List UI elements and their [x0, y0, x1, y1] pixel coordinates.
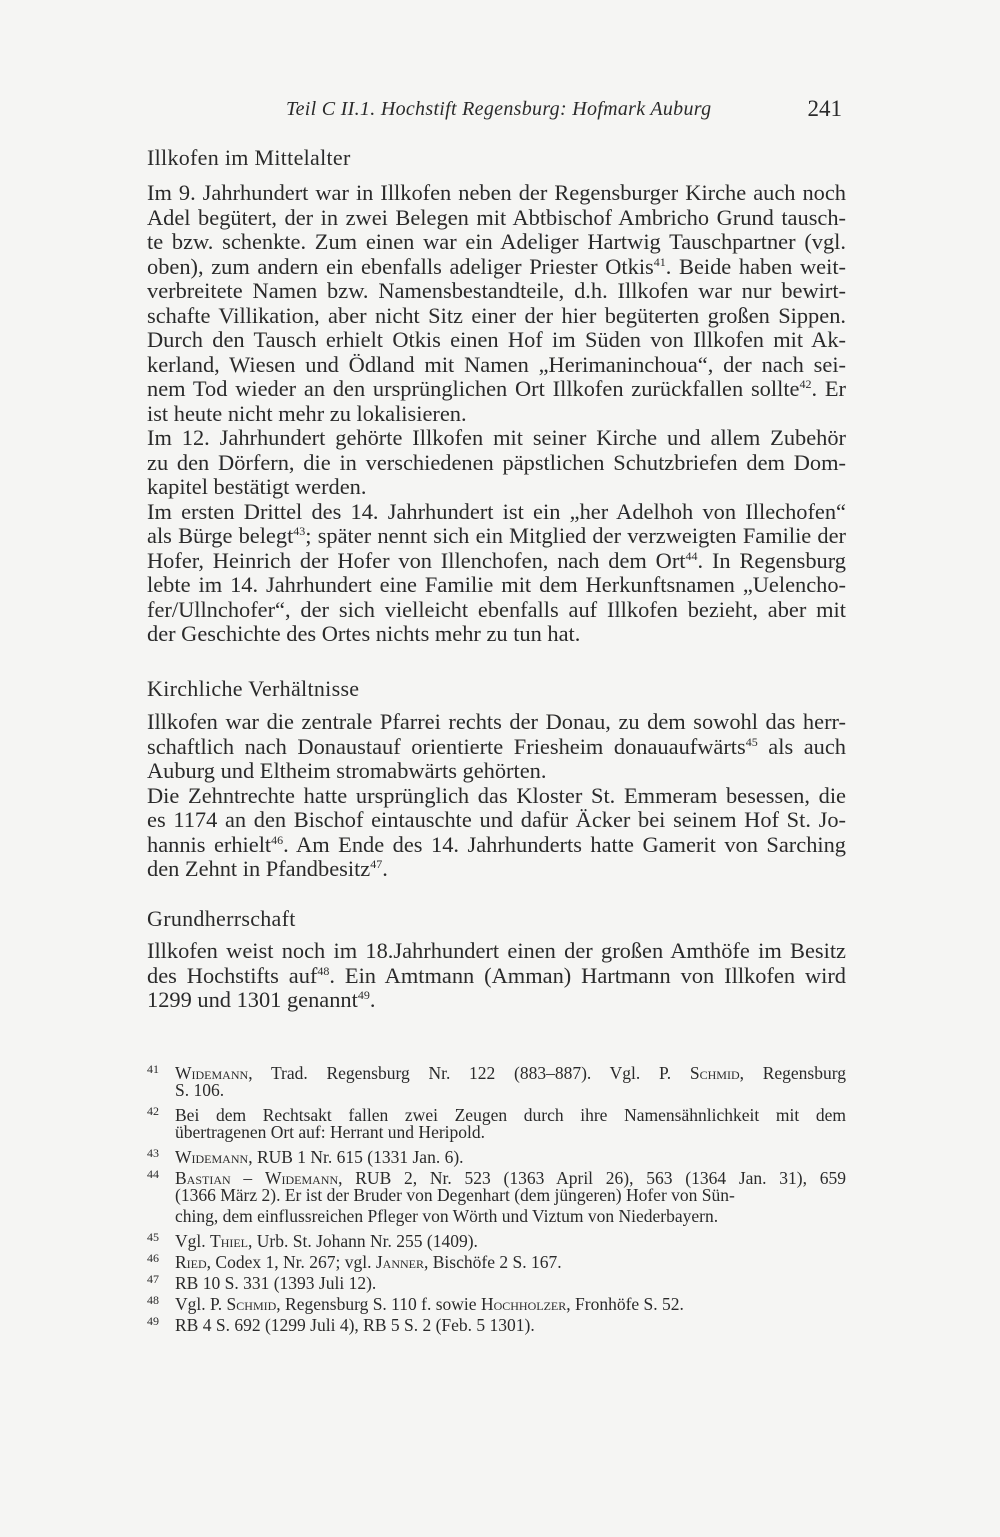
- text-line: Im 9. Jahrhundert war in Illkofen neben der Regensburger Kirche auch noch: [147, 180, 846, 205]
- text-line: der Geschichte des Ortes nichts mehr zu tun hat.: [147, 621, 581, 646]
- text-line: oben), zum andern ein ebenfalls adeliger Priester Otkis$^{41}$. Beide haben weit-: [147, 253, 846, 279]
- text-line: kerland, Wiesen und Ödland mit Namen „Herimaninchoua“, der nach sei-: [147, 351, 846, 377]
- text-line: kapitel bestätigt werden.: [147, 474, 367, 499]
- section-title-illkofen-mittelalter: Illkofen im Mittelalter: [147, 145, 351, 170]
- text-line: verbreitete Namen bzw. Namensbestandteile, d.h. Illkofen war nur bewirt-: [147, 278, 846, 303]
- author-name: Bastian: [175, 1168, 231, 1188]
- footnote-ref: 48: [317, 963, 330, 978]
- running-title: Teil C II.1. Hochstift Regensburg: Hofmark Auburg: [286, 98, 712, 120]
- text-line: Adel begütert, der in zwei Belegen mit Abtbischof Ambricho Grund tausch-: [147, 204, 846, 230]
- footnote-text: (1366 März 2). Er ist der Bruder von Degenhart (dem jüngeren) Hofer von Sün-: [175, 1185, 735, 1205]
- footnote-ref: 41: [653, 254, 666, 269]
- footnote-ref: 47: [370, 857, 383, 871]
- text-line: schaftlich nach Donaustauf orientierte Friesheim donauaufwärts$^{45}$ als auch: [147, 733, 846, 759]
- footnote-number: 46: [147, 1251, 159, 1265]
- text-line: Hofer, Heinrich der Hofer von Illenchofen, nach dem Ort$^{44}$. In Regensburg: [147, 547, 846, 573]
- author-name: Janner: [375, 1252, 424, 1272]
- text-line: es 1174 an den Bischof eintauschte und dafür Äcker bei seinem Hof St. Jo-: [147, 807, 846, 832]
- footnote-text: Vgl. P. Schmid, Regensburg S. 110 f. sowie Hochholzer, Fronhöfe S. 52.: [175, 1294, 684, 1314]
- text-line: Die Zehntrechte hatte ursprünglich das Kloster St. Emmeram besessen, die: [147, 782, 846, 808]
- section-title-kirchliche-verhaeltnisse: Kirchliche Verhältnisse: [147, 676, 360, 701]
- footnote-number: 49: [147, 1314, 159, 1328]
- footnote-43: [147, 1143, 846, 1167]
- footnote-number: 44: [147, 1167, 159, 1181]
- footnote-text: RB 10 S. 331 (1393 Juli 12).: [175, 1273, 377, 1293]
- text-line: te bzw. schenkte. Zum einen war ein Adeliger Hartwig Tauschpartner (vgl.: [147, 229, 846, 254]
- author-name: Schmid: [689, 1063, 740, 1083]
- footnote-ref: 43: [293, 524, 306, 538]
- footnote-text: RB 4 S. 692 (1299 Juli 4), RB 5 S. 2 (Feb. 5 1301).: [175, 1315, 535, 1335]
- section-title-grundherrschaft: Grundherrschaft: [147, 906, 296, 931]
- author-name: Ried: [175, 1252, 207, 1272]
- footnote-ref: 44: [685, 548, 698, 563]
- footnote-ref: 42: [799, 377, 812, 391]
- text-line: Illkofen weist noch im 18.Jahrhundert einen der großen Amthöfe im Besitz: [147, 938, 846, 963]
- footnote-41: [147, 1059, 846, 1101]
- footnote-number: 47: [147, 1272, 159, 1286]
- footnote-text: Ried, Codex 1, Nr. 267; vgl. Janner, Bischöfe 2 S. 167.: [175, 1252, 562, 1272]
- text-line: Durch den Tausch erhielt Otkis einen Hof im Süden von Illkofen mit Ak-: [147, 327, 846, 352]
- text-line: 1299 und 1301 genannt$^{49}$.: [147, 987, 376, 1012]
- running-header: [286, 98, 846, 128]
- text-line: nem Tod wieder an den ursprünglichen Ort Illkofen zurückfallen sollte$^{42}$. Er: [147, 376, 846, 401]
- text-line: hannis erhielt$^{46}$. Am Ende des 14. Jahrhunderts hatte Gamerit von Sarching: [147, 831, 847, 857]
- author-name: Widemann: [264, 1168, 339, 1188]
- footnote-number: 41: [147, 1062, 159, 1076]
- author-name: Hochholzer: [480, 1294, 567, 1314]
- footnote-49: [147, 1311, 846, 1335]
- footnote-text: Bastian – Widemann, RUB 2, Nr. 523 (1363 April 26), 563 (1364 Jan. 31), 659: [175, 1168, 846, 1188]
- text-line: als Bürge belegt$^{43}$; später nennt sich ein Mitglied der verzweigten Familie der: [147, 523, 847, 548]
- author-name: Widemann: [175, 1063, 249, 1083]
- text-line: Illkofen war die zentrale Pfarrei rechts der Donau, zu dem sowohl das herr-: [147, 709, 846, 734]
- footnote-42: [147, 1101, 846, 1143]
- footnote-text: S. 106.: [175, 1080, 225, 1100]
- footnote-text: Vgl. Thiel, Urb. St. Johann Nr. 255 (1409).: [175, 1231, 478, 1251]
- footnote-text: Widemann, Trad. Regensburg Nr. 122 (883–887). Vgl. P. Schmid, Regensburg: [175, 1063, 847, 1083]
- footnote-ref: 45: [745, 734, 758, 749]
- text-line: zu den Dörfern, die in verschiedenen päpstlichen Schutzbriefen dem Dom-: [147, 449, 846, 475]
- page-number: 241: [807, 96, 842, 121]
- author-name: Widemann: [175, 1147, 249, 1167]
- footnote-text: ching, dem einflussreichen Pfleger von Wörth und Viztum von Niederbayern.: [175, 1206, 719, 1226]
- footnote-number: 45: [147, 1230, 159, 1244]
- text-line: fer/Ullnchofer“, der sich vielleicht ebenfalls auf Illkofen bezieht, aber mit: [147, 596, 846, 622]
- text-line: Auburg und Eltheim stromabwärts gehörten.: [147, 758, 547, 783]
- text-line: lebte im 14. Jahrhundert eine Familie mit dem Herkunftsnamen „Uelencho-: [147, 572, 846, 597]
- section-body-grundherrschaft: [147, 939, 846, 1013]
- footnote-number: 48: [147, 1293, 159, 1307]
- text-line: Im 12. Jahrhundert gehörte Illkofen mit seiner Kirche und allem Zubehör: [147, 425, 846, 450]
- footnote-47: [147, 1269, 846, 1293]
- footnote-number: 43: [147, 1146, 159, 1160]
- footnote-text: übertragenen Ort auf: Herrant und Heripold.: [175, 1122, 486, 1142]
- footnote-44: [147, 1164, 846, 1227]
- footnote-48: [147, 1290, 846, 1314]
- section-body-illkofen-mittelalter: [147, 181, 846, 647]
- footnote-ref: 49: [357, 988, 370, 1002]
- footnote-46: [147, 1248, 846, 1272]
- text-line: schafte Villikation, aber nicht Sitz einer der hier begüterten großen Sippen.: [147, 302, 846, 328]
- text-line: den Zehnt in Pfandbesitz$^{47}$.: [147, 856, 388, 881]
- footnote-text: Bei dem Rechtsakt fallen zwei Zeugen durch ihre Namensähnlichkeit mit dem: [175, 1105, 846, 1125]
- text-line: Im ersten Drittel des 14. Jahrhundert ist ein „her Adelhoh von Illechofen“: [147, 498, 846, 524]
- author-name: Thiel: [210, 1231, 249, 1251]
- footnote-text: Widemann, RUB 1 Nr. 615 (1331 Jan. 6).: [175, 1147, 464, 1167]
- footnote-45: [147, 1227, 846, 1251]
- footnote-ref: 46: [271, 832, 284, 847]
- section-body-kirchliche-verhaeltnisse: [147, 710, 846, 882]
- author-name: Schmid: [226, 1294, 277, 1314]
- text-line: ist heute nicht mehr zu lokalisieren.: [147, 400, 467, 426]
- text-line: des Hochstifts auf$^{48}$. Ein Amtmann (Amman) Hartmann von Illkofen wird: [147, 962, 846, 988]
- footnote-number: 42: [147, 1104, 159, 1118]
- footnotes: [147, 1059, 847, 1335]
